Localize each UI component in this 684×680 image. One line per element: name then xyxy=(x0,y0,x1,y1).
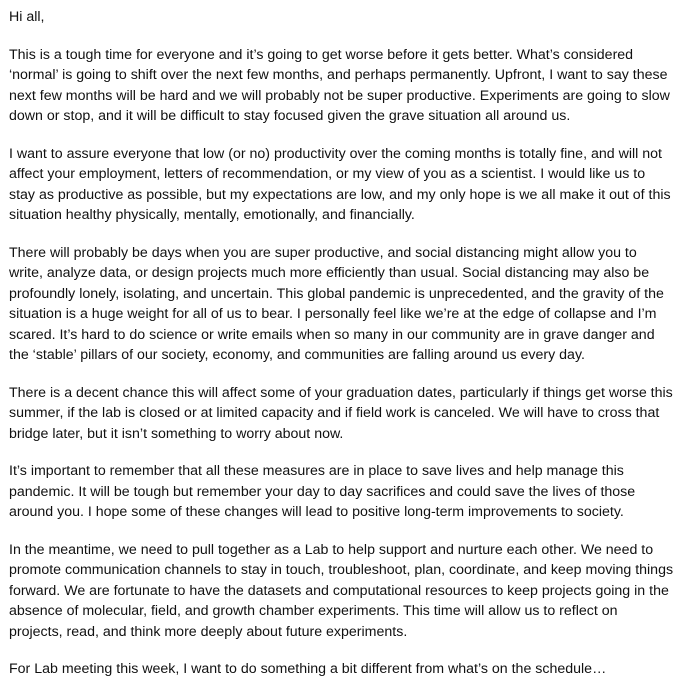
greeting: Hi all, xyxy=(9,9,45,25)
paragraph-6: In the meantime, we need to pull together as a Lab to help support and nurture each other. We need to promote communication channels to stay in touch, troubleshoot, plan, coordinate, and keep moving things forward. We are fortunate to have the datasets and computational resources to keep projects going in the absence of molecular, field, and growth chamber experiments. This time will allow us to reflect on projects, read, and think more deeply about future experiments. xyxy=(9,541,674,640)
paragraph-4: There is a decent chance this will affect some of your graduation dates, particularly if things get worse this summer, if the lab is closed or at limited capacity and if field work is canceled. We will have to cross that bridge later, but it isn’t something to worry about now. xyxy=(9,384,673,442)
paragraph-2: I want to assure everyone that low (or no) productivity over the coming months is totally fine, and will not affect your employment, letters of recommendation, or my view of you as a scientist. I would like us to stay as productive as possible, but my expectations are low, and my only hope is we all make it out of this situation healthy physically, mentally, emotionally, and financially. xyxy=(9,145,671,223)
paragraph-5: It’s important to remember that all these measures are in place to save lives and help manage this pandemic. It will be tough but remember your day to day sacrifices and could save the lives of those around you. I hope some of these changes will lead to positive long-term improvements to society. xyxy=(9,463,636,520)
paragraph-1: This is a tough time for everyone and it’s going to get worse before it gets better. What’s considered ‘normal’ is going to shift over the next few months, and perhaps permanently. Upfront, I want to say these next few months will be hard and we will probably not be super productive. Experiments are going to slow down or stop, and it will be difficult to stay focused given the grave situation all around us. xyxy=(9,46,670,124)
paragraph-7: For Lab meeting this week, I want to do something a bit different from what’s on the schedule… xyxy=(9,661,607,677)
paragraph-3: There will probably be days when you are super productive, and social distancing might allow you to write, analyze data, or design projects much more efficiently than usual. Social distancing may also be profoundly lonely, isolating, and uncertain. This global pandemic is unprecedented, and the gravity of the situation is a huge weight for all of us to bear. I personally feel like we’re at the edge of collapse and I’m scared. It’s hard to do science or write emails when so many in our community are in grave danger and the ‘stable’ pillars of our society, economy, and communities are falling around us every day. xyxy=(9,244,664,363)
